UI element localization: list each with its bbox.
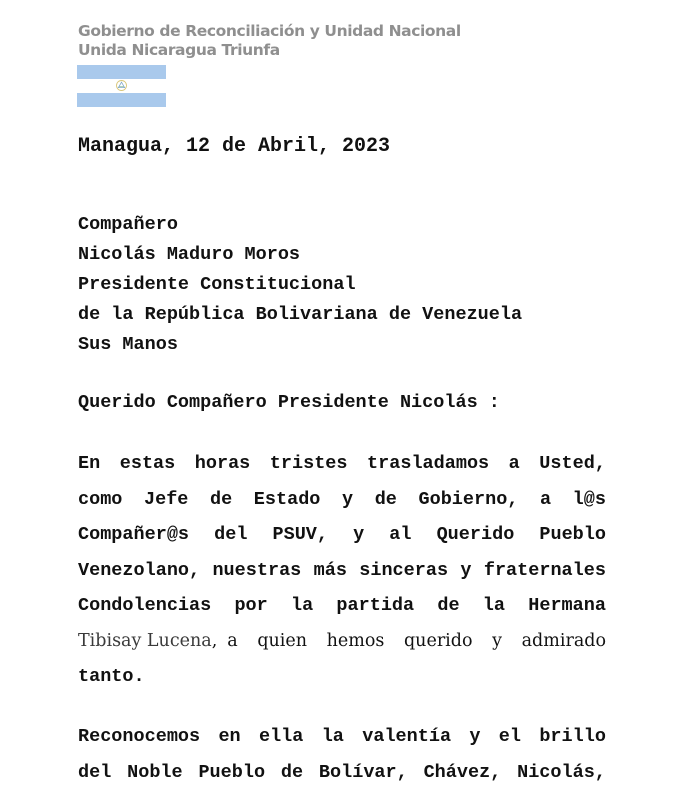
paragraph-line-rest xyxy=(227,624,606,660)
word: de xyxy=(437,595,460,616)
word: a xyxy=(227,630,238,651)
word: tristes xyxy=(269,453,348,474)
word: Bolívar, xyxy=(318,761,408,783)
word: Chávez, xyxy=(423,761,502,783)
word: En xyxy=(78,453,101,474)
paragraph-last-word: tanto. xyxy=(78,666,145,687)
word: Venezolano, xyxy=(78,559,201,581)
word: estas xyxy=(119,453,176,474)
address-line-2: Nicolás Maduro Moros xyxy=(78,244,301,265)
word: al xyxy=(389,524,412,545)
letterhead-line-slogan: Unida Nicaragua Triunfa xyxy=(78,41,280,59)
address-line-5: Sus Manos xyxy=(78,334,178,355)
word: de xyxy=(210,488,233,510)
word: la xyxy=(482,595,506,616)
word: de xyxy=(280,761,304,783)
word: a xyxy=(539,488,552,510)
paragraph-line xyxy=(78,624,606,660)
word: Usted, xyxy=(539,453,606,474)
word: Nicolás, xyxy=(517,761,606,783)
paragraph-line xyxy=(78,659,606,695)
word: nuestras xyxy=(212,559,302,581)
word: hemos xyxy=(326,630,385,651)
word: ella xyxy=(258,726,304,747)
word: partida xyxy=(336,595,415,616)
word: el xyxy=(498,726,522,747)
word: horas xyxy=(194,453,251,474)
paragraph-recognition xyxy=(78,719,606,790)
word: sinceras xyxy=(359,559,449,581)
word: PSUV, xyxy=(272,524,329,545)
word: trasladamos xyxy=(367,453,490,474)
word: fraternales xyxy=(483,559,606,581)
word: admirado xyxy=(521,630,606,651)
word: Estado xyxy=(253,488,321,510)
word: l@s xyxy=(572,488,606,510)
word: y xyxy=(469,726,481,747)
word: y xyxy=(460,559,472,581)
word: Condolencias xyxy=(78,595,212,616)
word: y xyxy=(492,630,503,651)
word: y xyxy=(342,488,354,510)
letterhead-line-government: Gobierno de Reconciliación y Unidad Nacional xyxy=(78,22,461,40)
word: la xyxy=(290,595,314,616)
word: Pueblo xyxy=(198,761,266,783)
paragraph-condolences xyxy=(78,446,606,695)
word: Pueblo xyxy=(539,524,606,545)
paragraph-line xyxy=(78,446,606,482)
flag-middle-band xyxy=(77,79,166,93)
word: querido xyxy=(403,630,473,651)
word: a xyxy=(508,453,520,474)
recipient-address xyxy=(78,210,522,360)
word: Querido xyxy=(436,524,515,545)
word: la xyxy=(321,726,344,747)
word: por xyxy=(234,595,268,616)
paragraph-line xyxy=(78,719,606,755)
letter-date: Managua, 12 de Abril, 2023 xyxy=(78,135,391,158)
word: en xyxy=(218,726,241,747)
word: valentía xyxy=(362,726,452,747)
word: Compañer@s xyxy=(78,524,190,545)
word: Noble xyxy=(127,761,183,783)
address-line-4: de la República Bolivariana de Venezuela xyxy=(78,304,523,325)
word: , xyxy=(211,630,218,651)
word: Jefe xyxy=(144,488,189,510)
word: brillo xyxy=(539,726,606,747)
paragraph-line xyxy=(78,553,606,589)
word: y xyxy=(353,524,365,545)
salutation: Querido Compañero Presidente Nicolás : xyxy=(78,392,500,413)
word: Hermana xyxy=(528,595,606,616)
paragraph-line xyxy=(78,517,606,553)
nicaragua-flag-icon xyxy=(77,65,166,107)
paragraph-line xyxy=(78,482,606,518)
flag-bottom-band xyxy=(77,93,166,107)
word: Gobierno, xyxy=(418,488,519,510)
address-line-1: Compañero xyxy=(78,214,178,235)
address-line-3: Presidente Constitucional xyxy=(78,274,356,295)
paragraph-line xyxy=(78,755,606,791)
word: Reconocemos xyxy=(78,726,201,747)
coat-of-arms-icon xyxy=(116,80,127,91)
word: del xyxy=(78,761,112,783)
word: quien xyxy=(257,630,308,651)
word: del xyxy=(214,524,248,545)
paragraph-line xyxy=(78,588,606,624)
word: de xyxy=(374,488,397,510)
word: como xyxy=(78,488,123,510)
tibisay-lucena-link[interactable]: Tibisay Lucena xyxy=(78,630,212,651)
flag-top-band xyxy=(77,65,166,79)
letterhead xyxy=(78,22,461,60)
word: más xyxy=(313,559,347,581)
